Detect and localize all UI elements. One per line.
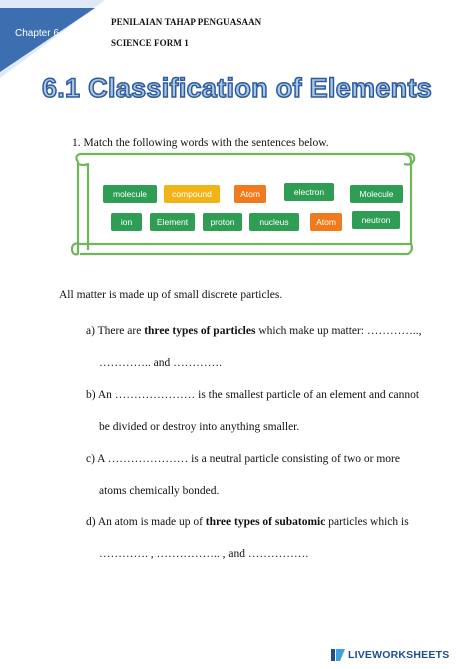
item-b-line-2: be divided or destroy into anything smaller. xyxy=(99,421,300,433)
item-b-line-1[interactable]: b) An ………………… is the smallest particle of an element and cannot xyxy=(86,389,420,401)
item-d-text: d) An atom is made up of xyxy=(86,516,206,528)
word-tile-element[interactable]: Element xyxy=(150,213,195,231)
item-a-line-1 xyxy=(86,325,422,337)
word-tile-nucleus[interactable]: nucleus xyxy=(249,213,299,231)
page-title: 6.1 Classification of Elements xyxy=(41,73,433,103)
assessment-title: PENILAIAN TAHAP PENGUASAAN xyxy=(111,17,262,27)
intro-sentence: All matter is made up of small discrete particles. xyxy=(59,289,283,301)
word-tile-atom-2[interactable]: Atom xyxy=(310,213,342,231)
liveworksheets-icon xyxy=(331,649,345,661)
chapter-label: Chapter 6 xyxy=(15,28,59,39)
word-tile-molecule[interactable]: molecule xyxy=(103,185,157,203)
liveworksheets-brand: LIVEWORKSHEETS xyxy=(348,649,450,661)
question-1-instruction: 1. Match the following words with the sentences below. xyxy=(72,137,329,149)
word-tile-ion[interactable]: ion xyxy=(111,213,142,231)
item-d-bold: three types of subatomic xyxy=(205,516,326,528)
word-tile-atom-1[interactable]: Atom xyxy=(234,185,266,203)
word-tile-electron[interactable]: electron xyxy=(284,183,334,201)
item-a-line-2[interactable]: ………….. and …………. xyxy=(99,357,222,369)
item-d-line-1 xyxy=(86,516,409,528)
word-tile-compound[interactable]: compound xyxy=(164,185,220,203)
word-tile-molecule-capital[interactable]: Molecule xyxy=(350,185,403,203)
item-a-blank-1[interactable]: which make up matter: ………….., xyxy=(255,325,422,337)
word-tile-neutron[interactable]: neutron xyxy=(352,211,400,229)
item-c-line-2: atoms chemically bonded. xyxy=(99,485,220,497)
item-d-text-end: particles which is xyxy=(325,516,409,528)
chapter-corner-banner xyxy=(0,0,105,78)
word-tile-proton[interactable]: proton xyxy=(203,213,242,231)
item-d-line-2[interactable]: …………. , …………….. , and ……………. xyxy=(99,548,309,560)
item-a-text: a) There are xyxy=(86,325,145,337)
word-bank-scroll-frame xyxy=(68,150,418,258)
liveworksheets-logo xyxy=(331,649,449,661)
item-c-line-1[interactable]: c) A ………………… is a neutral particle consisting of two or more xyxy=(86,453,400,465)
subject-title: SCIENCE FORM 1 xyxy=(111,38,189,48)
item-a-bold: three types of particles xyxy=(144,325,256,337)
